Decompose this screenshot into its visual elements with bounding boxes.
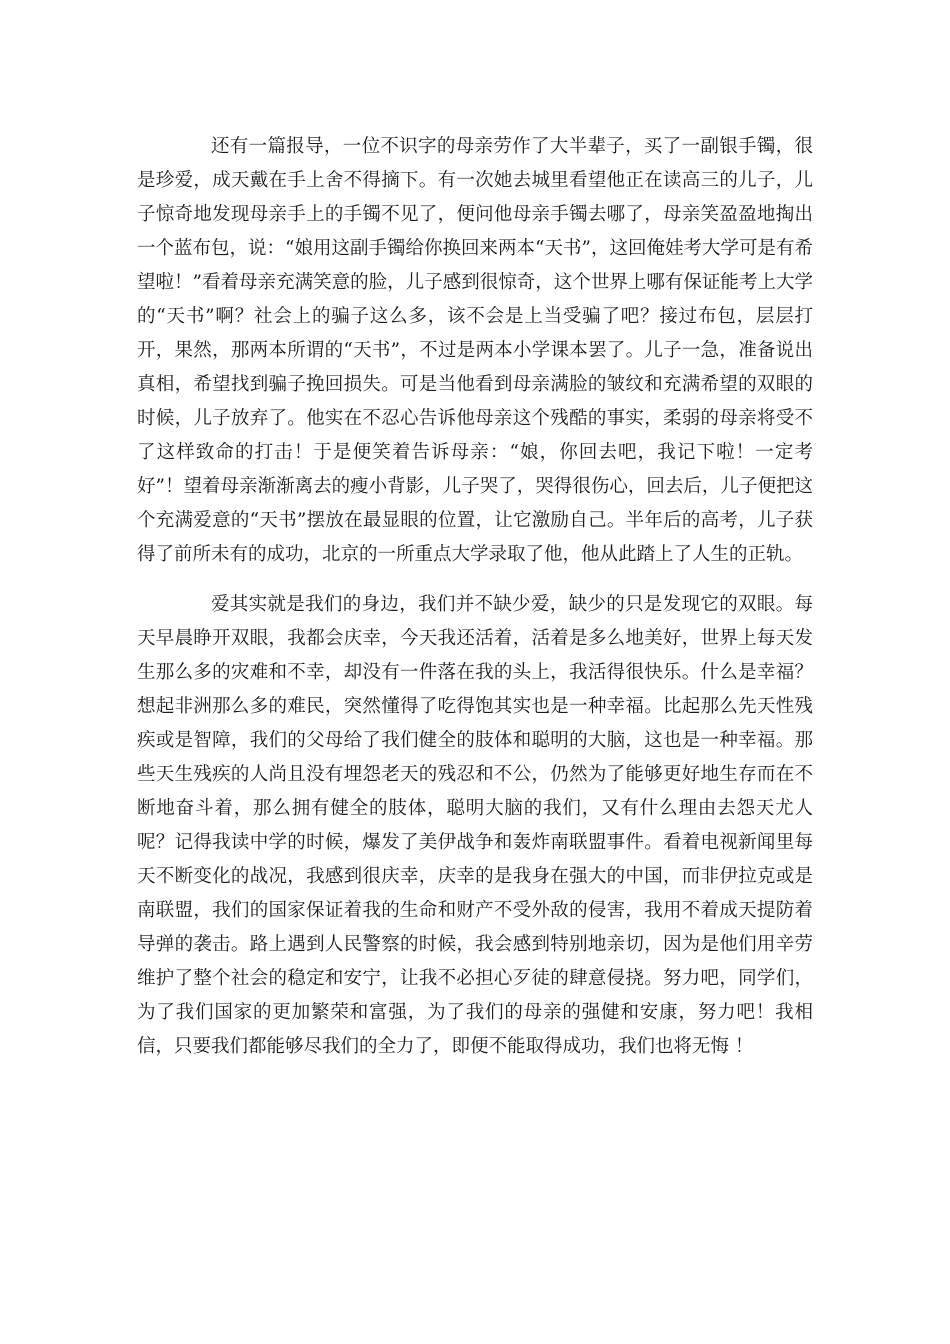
document-body — [137, 130, 813, 1064]
paragraph-mother-bracelet-story: 还有一篇报导，一位不识字的母亲劳作了大半辈子，买了一副银手镯，很是珍爱，成天戴在手上舍不得摘下。有一次她去城里看望他正在读高三的儿子，儿子惊奇地发现母亲手上的手镯不见了，便问他母亲手镯去哪了，母亲笑盈盈地掏出一个蓝布包，说：“娘用这副手镯给你换回来两本“天书”，这回俺娃考大学可是有希望啦！”看着母亲充满笑意的脸，儿子感到很惊奇，这个世界上哪有保证能考上大学的“天书”啊？社会上的骗子这么多，该不会是上当受骗了吧？接过布包，层层打开，果然，那两本所谓的“天书”，不过是两本小学课本罢了。儿子一急，准备说出真相，希望找到骗子挽回损失。可是当他看到母亲满脸的皱纹和充满希望的双眼的时候，儿子放弃了。他实在不忍心告诉他母亲这个残酷的事实，柔弱的母亲将受不了这样致命的打击！于是便笑着告诉母亲：“娘，你回去吧，我记下啦！一定考好”！望着母亲渐渐离去的瘦小背影，儿子哭了，哭得很伤心，回去后，儿子便把这个充满爱意的“天书”摆放在最显眼的位置，让它激励自己。半年后的高考，儿子获得了前所未有的成功，北京的一所重点大学录取了他，他从此踏上了人生的正轨。 — [137, 136, 813, 565]
paragraph-love-and-happiness: 爱其实就是我们的身边，我们并不缺少爱，缺少的只是发现它的双眼。每天早晨睁开双眼，我都会庆幸，今天我还活着，活着是多么地美好，世界上每天发生那么多的灾难和不幸，却没有一件落在我的头上，我活得很快乐。什么是幸福？想起非洲那么多的难民，突然懂得了吃得饱其实也是一种幸福。比起那么先天性残疾或是智障，我们的父母给了我们健全的肢体和聪明的大脑，这也是一种幸福。那些天生残疾的人尚且没有埋怨老天的残忍和不公，仍然为了能够更好地生存而在不断地奋斗着，那么拥有健全的肢体，聪明大脑的我们，又有什么理由去怨天尤人呢？记得我读中学的时候，爆发了美伊战争和轰炸南联盟事件。看着电视新闻里每天不断变化的战况，我感到很庆幸，庆幸的是我身在强大的中国，而非伊拉克或是南联盟，我们的国家保证着我的生命和财产不受外敌的侵害，我用不着成天提防着导弹的袭击。路上遇到人民警察的时候，我会感到特别地亲切，因为是他们用辛劳维护了整个社会的稳定和安宁，让我不必担心歹徒的肆意侵挠。努力吧，同学们，为了我们国家的更加繁荣和富强，为了我们的母亲的强健和安康，努力吧！我相信，只要我们都能够尽我们的全力了，即便不能取得成功，我们也将无悔 ！ — [137, 594, 813, 1057]
